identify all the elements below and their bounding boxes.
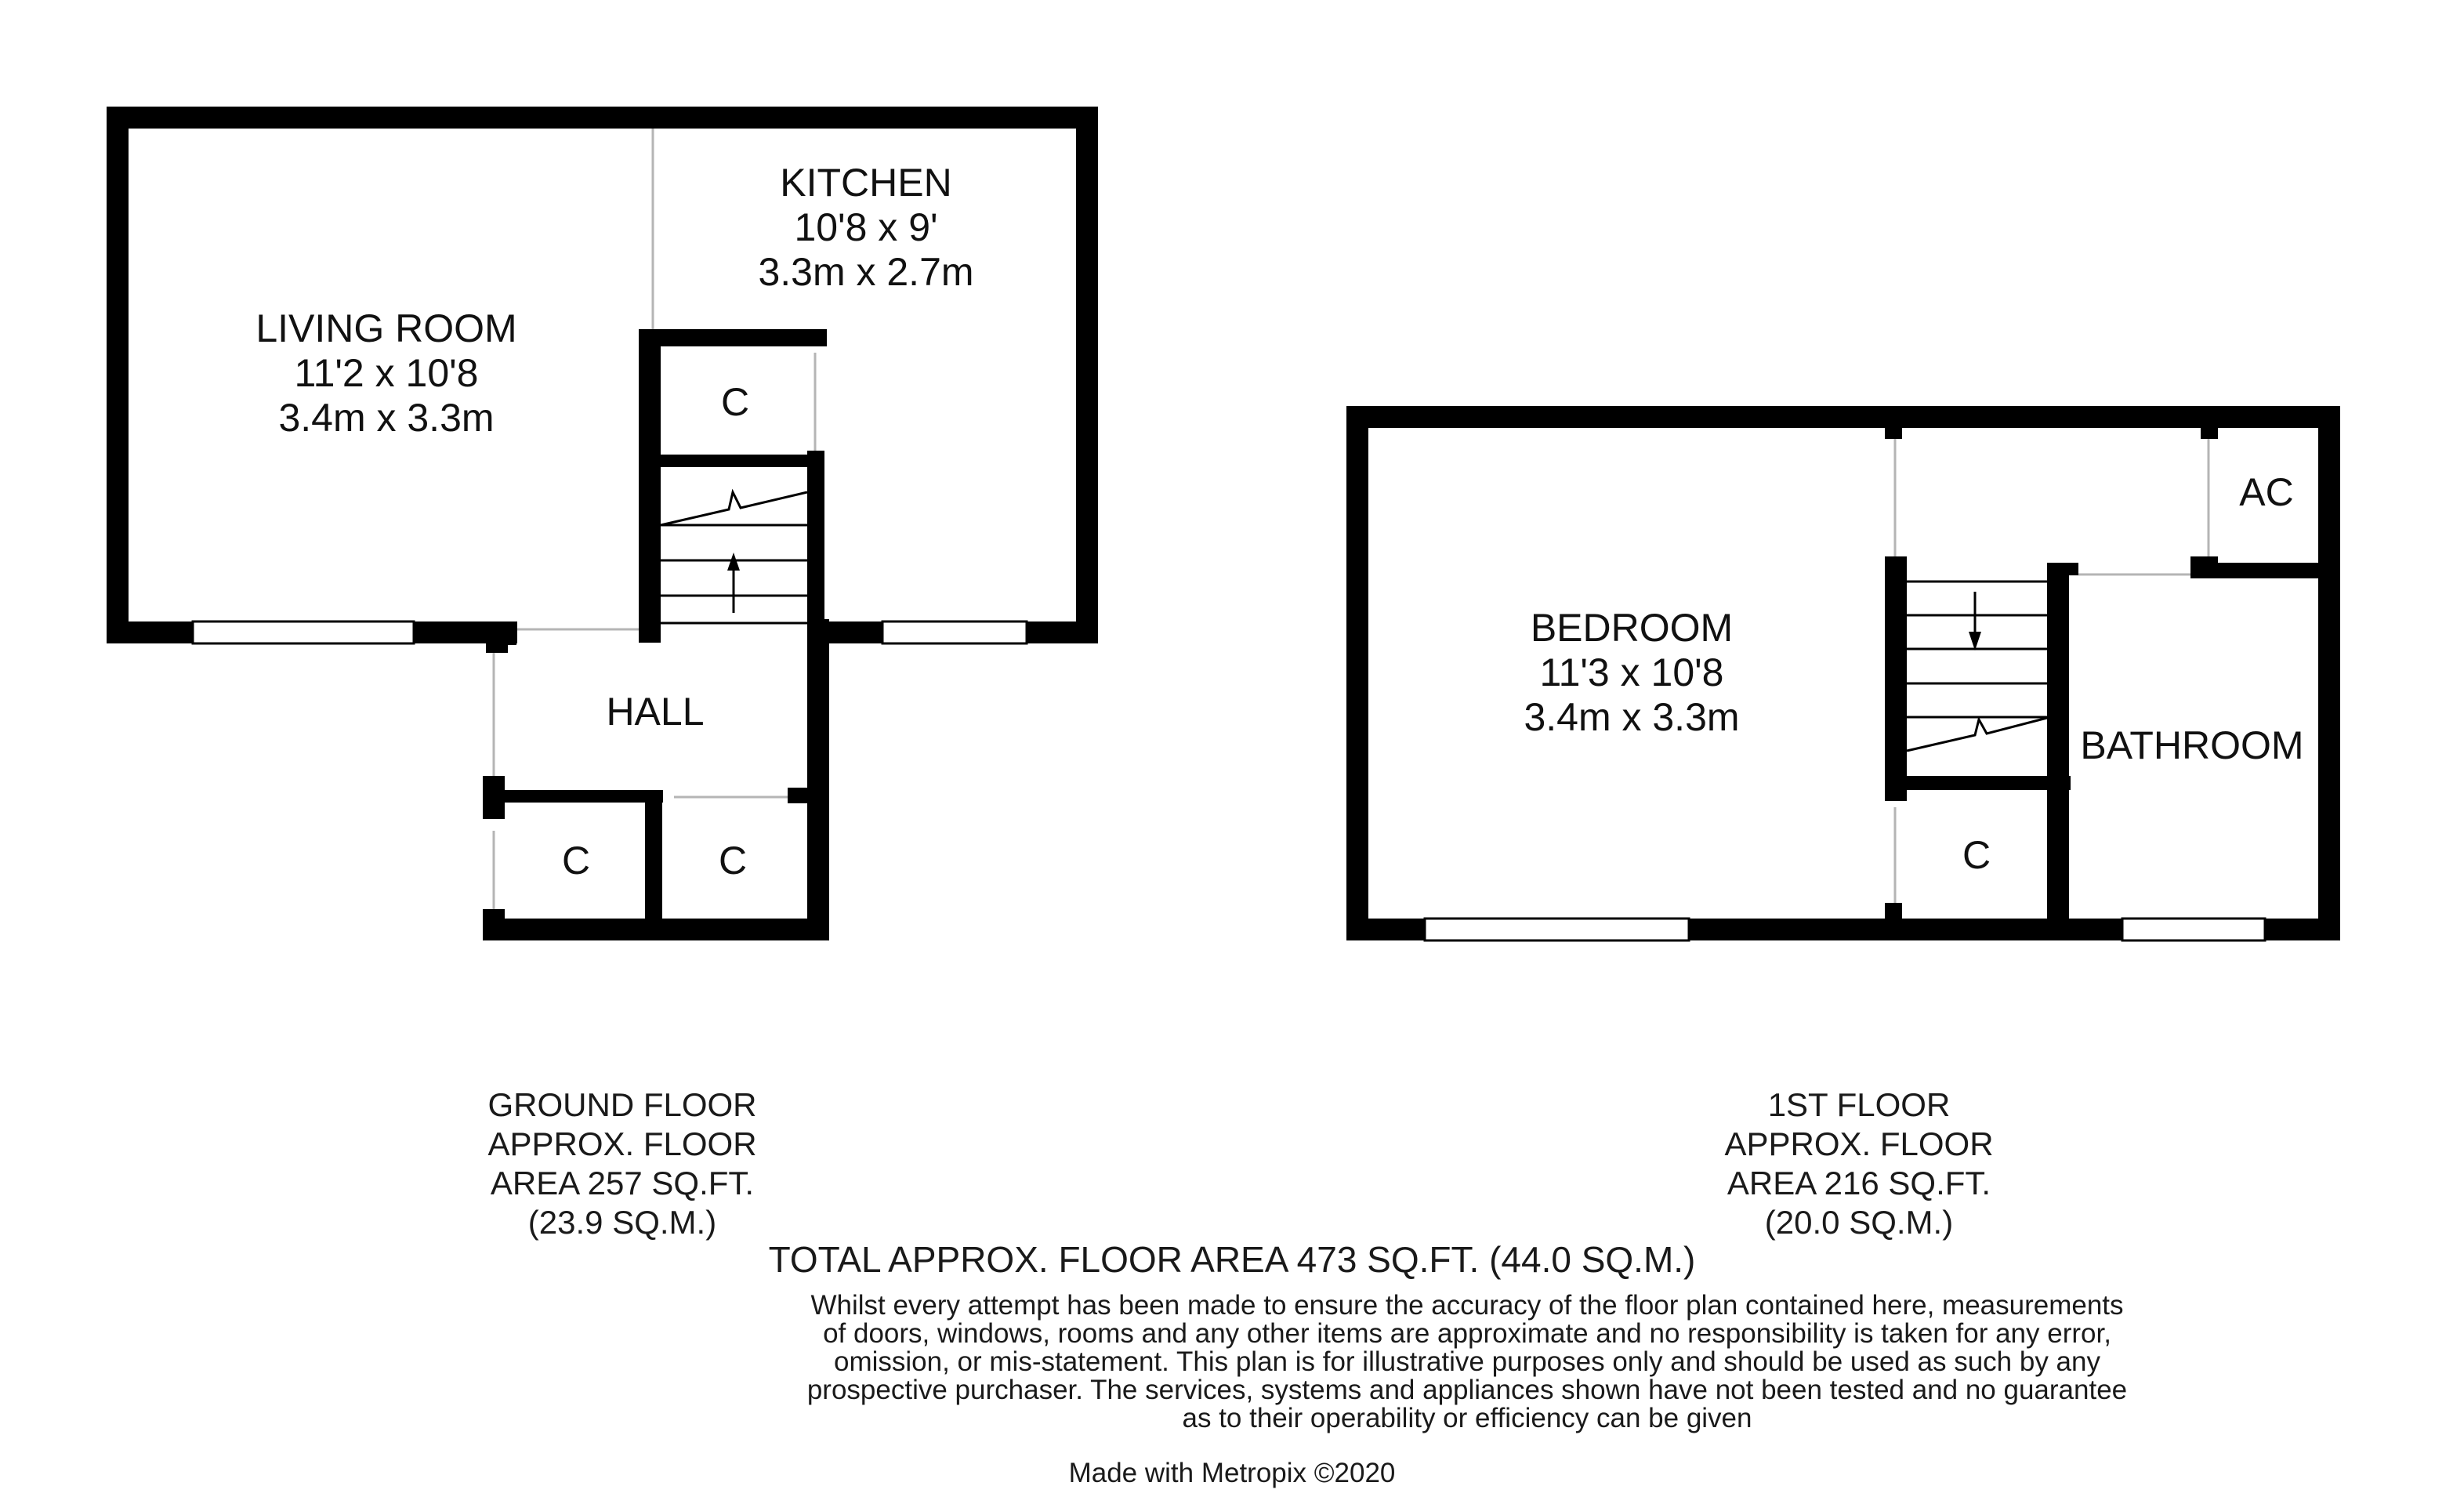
cupboard-lower-right-label: C: [718, 839, 748, 882]
down-arrow-icon: [1969, 632, 1981, 650]
ground-floor-walls: [107, 107, 1098, 940]
ground-floor-windows: [193, 621, 1027, 643]
first-floor-caption-line: APPROX. FLOOR: [1724, 1125, 1994, 1162]
bedroom-metric: 3.4m x 3.3m: [1524, 695, 1740, 739]
first-floor-caption-line: AREA 216 SQ.FT.: [1727, 1165, 1991, 1201]
total-floor-area: TOTAL APPROX. FLOOR AREA 473 SQ.FT. (44.0 SQ.M.): [768, 1239, 1696, 1280]
first-floor-staircase: [1907, 582, 2047, 751]
ground-floor-caption-line: (23.9 SQ.M.): [527, 1204, 717, 1241]
hall-name: HALL: [606, 690, 705, 734]
living-room: [255, 306, 516, 440]
first-floor-caption-line: 1ST FLOOR: [1767, 1086, 1951, 1123]
living-room-metric: 3.4m x 3.3m: [278, 396, 495, 440]
disclaimer-line: as to their operability or efficiency can be given: [1182, 1403, 1752, 1433]
first-floor-area-caption: [1655, 1085, 2063, 1242]
ground-floor-staircase: [661, 492, 807, 623]
cupboard-upper-label: C: [720, 380, 750, 424]
first-floor-caption-line: (20.0 SQ.M.): [1764, 1204, 1954, 1241]
disclaimer-line: Whilst every attempt has been made to ensure the accuracy of the floor plan contained here, measurements: [810, 1290, 2124, 1321]
first-floor-plan: [1346, 406, 2340, 940]
first-floor-walls: [1346, 406, 2340, 940]
disclaimer-line: of doors, windows, rooms and any other items are approximate and no responsibility is taken for any error,: [823, 1318, 2111, 1349]
bathroom-window: [2122, 919, 2265, 940]
bedroom-name: BEDROOM: [1530, 606, 1734, 650]
cupboard-lower-left-label: C: [561, 839, 591, 882]
living-room-imperial: 11'2 x 10'8: [294, 351, 479, 395]
disclaimer-text: [705, 1292, 2229, 1433]
kitchen-metric: 3.3m x 2.7m: [758, 250, 974, 294]
bedroom-window: [1425, 919, 1689, 940]
living-room-window: [193, 621, 414, 643]
bathroom-name: BATHROOM: [2080, 723, 2304, 767]
ground-floor-plan: [107, 107, 1098, 940]
first-floor-cupboard-label: C: [1962, 833, 1991, 877]
metropix-credit: Made with Metropix ©2020: [1068, 1458, 1396, 1488]
ground-floor-caption-line: APPROX. FLOOR: [487, 1125, 757, 1162]
ground-floor-area-caption: [419, 1085, 826, 1242]
ground-floor-caption-line: AREA 257 SQ.FT.: [490, 1165, 755, 1201]
kitchen-window: [882, 621, 1027, 643]
living-room-name: LIVING ROOM: [255, 306, 517, 350]
ground-floor-caption-line: GROUND FLOOR: [487, 1086, 757, 1123]
bedroom-imperial: 11'3 x 10'8: [1539, 650, 1724, 694]
airing-cupboard-label: AC: [2239, 470, 2294, 514]
kitchen-imperial: 10'8 x 9': [794, 205, 938, 249]
disclaimer-line: prospective purchaser. The services, systems and appliances shown have not been tested and no guarantee: [806, 1375, 2128, 1405]
kitchen-name: KITCHEN: [780, 161, 952, 205]
kitchen: [758, 161, 973, 294]
bedroom: [1524, 606, 1739, 739]
disclaimer-line: omission, or mis-statement. This plan is for illustrative purposes only and should be used as such by any: [834, 1346, 2100, 1377]
